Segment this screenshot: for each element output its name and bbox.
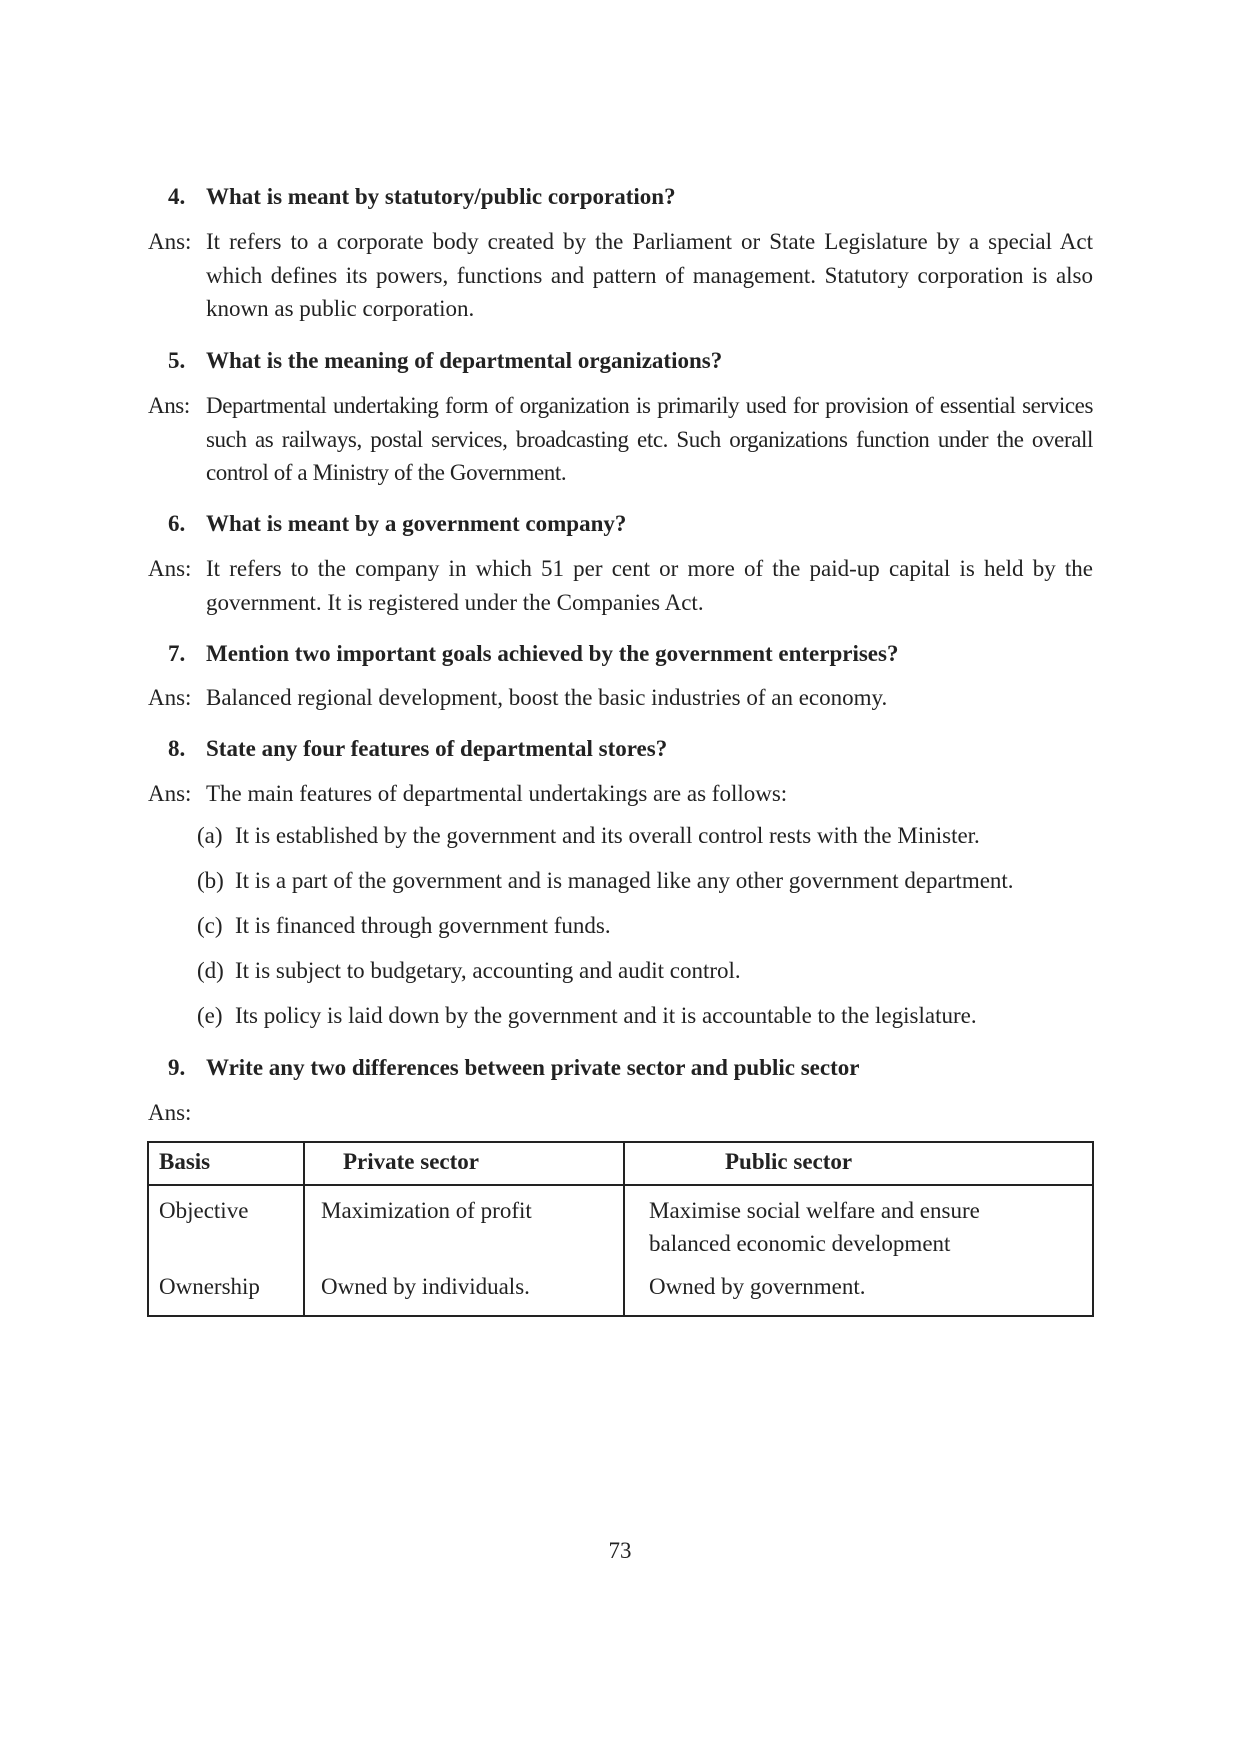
question-text: Mention two important goals achieved by the government enterprises? [206, 641, 899, 666]
table-cell: Owned by individuals. [304, 1260, 624, 1316]
table-cell: Owned by government. [624, 1260, 1093, 1316]
list-marker: (b) [197, 868, 224, 893]
answer-6 [148, 552, 1093, 619]
answer-7 [148, 681, 1093, 715]
answer-text: It refers to a corporate body created by the Parliament or State Legislature by a special Act which defines its powers, functions and pattern of management. Statutory corporation is also known as public corporation. [206, 229, 1093, 321]
table-row [148, 1185, 1093, 1260]
question-number: 9. [168, 1055, 186, 1080]
list-item [197, 868, 1014, 894]
list-item-text: It is a part of the government and is managed like any other government department. [235, 868, 1014, 893]
list-item-text: It is subject to budgetary, accounting and audit control. [235, 958, 741, 983]
question-number: 7. [168, 641, 186, 666]
answer-text: Balanced regional development, boost the basic industries of an economy. [206, 685, 888, 710]
header-public-sector: Public sector [624, 1142, 1093, 1185]
table-cell: Maximization of profit [304, 1185, 624, 1260]
list-item-text: Its policy is laid down by the government and it is accountable to the legislature. [235, 1003, 977, 1028]
answer-label: Ans: [148, 556, 192, 581]
table-header-row [148, 1142, 1093, 1185]
question-text: What is meant by a government company? [206, 511, 627, 536]
answer-label: Ans: [148, 229, 192, 254]
table-row [148, 1260, 1093, 1316]
answer-label: Ans: [148, 1100, 192, 1125]
table-cell: Objective [148, 1185, 304, 1260]
list-item-text: It is established by the government and its overall control rests with the Minister. [235, 823, 980, 848]
list-item-text: It is financed through government funds. [235, 913, 611, 938]
list-marker: (a) [197, 823, 223, 848]
question-text: What is the meaning of departmental organizations? [206, 348, 723, 373]
header-basis: Basis [148, 1142, 304, 1185]
question-text: What is meant by statutory/public corporation? [206, 184, 676, 209]
question-number: 5. [168, 348, 186, 373]
answer-label: Ans: [148, 393, 190, 418]
answer-8 [148, 777, 1093, 811]
list-item [197, 1003, 977, 1029]
list-item [197, 913, 611, 939]
answer-4 [148, 225, 1093, 326]
answer-5 [148, 389, 1093, 490]
page-number: 73 [608, 1538, 632, 1563]
comparison-table [147, 1141, 1094, 1317]
question-number: 6. [168, 511, 186, 536]
answer-label: Ans: [148, 685, 192, 710]
answer-label: Ans: [148, 781, 192, 806]
question-number: 8. [168, 736, 186, 761]
answer-text: The main features of departmental undertakings are as follows: [206, 781, 788, 806]
list-marker: (c) [197, 913, 223, 938]
question-text: Write any two differences between private sector and public sector [206, 1055, 860, 1080]
list-marker: (d) [197, 958, 224, 983]
list-item [197, 958, 741, 984]
list-marker: (e) [197, 1003, 223, 1028]
table-cell: Maximise social welfare and ensure balanced economic development [624, 1185, 1093, 1260]
question-text: State any four features of departmental stores? [206, 736, 668, 761]
answer-text: It refers to the company in which 51 per cent or more of the paid-up capital is held by the government. It is registered under the Companies Act. [206, 556, 1093, 615]
list-item [197, 823, 980, 849]
answer-text: Departmental undertaking form of organization is primarily used for provision of essential services such as railways, postal services, broadcasting etc. Such organizations function under the overall control of a Ministry of the Government. [206, 393, 1093, 485]
question-number: 4. [168, 184, 186, 209]
table-cell: Ownership [148, 1260, 304, 1316]
header-private-sector: Private sector [304, 1142, 624, 1185]
